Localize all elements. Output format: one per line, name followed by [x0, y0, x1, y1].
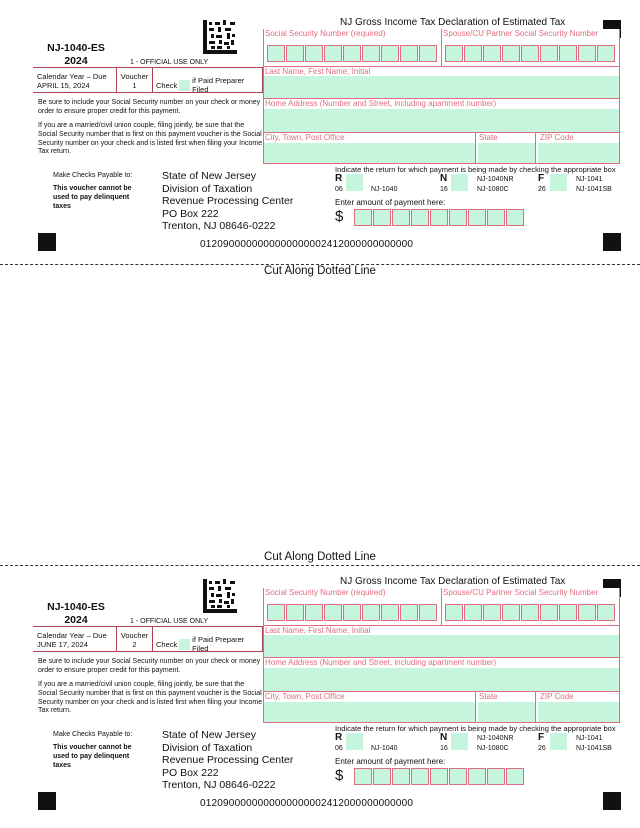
- return-code: 06: [335, 186, 343, 193]
- check-label: Check: [156, 80, 178, 90]
- return-checkbox-n[interactable]: [451, 733, 468, 750]
- home-address-input[interactable]: [264, 109, 619, 132]
- digit-box[interactable]: [392, 768, 410, 785]
- mailing-address: [162, 729, 293, 792]
- return-type-instruction: Indicate the return for which payment is being made by checking the appropriate box: [335, 724, 616, 733]
- return-code: 16: [440, 745, 448, 752]
- return-letter-f: F: [538, 173, 545, 184]
- enter-amount-label: Enter amount of payment here:: [335, 757, 446, 766]
- delinquent-notice: This voucher cannot be used to pay delinquent taxes: [53, 744, 132, 769]
- address-line: Trenton, NJ 08646-0222: [162, 220, 276, 232]
- digit-box[interactable]: [381, 45, 399, 62]
- address-line: Division of Taxation: [162, 182, 253, 195]
- state-label: State: [479, 692, 498, 701]
- return-code: 26: [538, 745, 546, 752]
- name-field: [263, 67, 620, 99]
- cut-label: Cut Along Dotted Line: [264, 265, 376, 277]
- address-line: Trenton, NJ 08646-0222: [162, 779, 276, 791]
- name-input[interactable]: [264, 76, 619, 98]
- digit-box[interactable]: [419, 604, 437, 621]
- voucher-label: Voucher: [120, 72, 149, 81]
- state-field: [475, 692, 535, 723]
- digit-box[interactable]: [362, 604, 380, 621]
- digit-box[interactable]: [521, 45, 539, 62]
- name-field: [263, 626, 620, 658]
- voucher-number-cell: [116, 68, 153, 92]
- cut-label: Cut Along Dotted Line: [264, 551, 376, 563]
- enter-amount-label: Enter amount of payment here:: [335, 198, 446, 207]
- form-number: NJ-1040-ES: [47, 601, 105, 613]
- digit-box[interactable]: [445, 45, 463, 62]
- voucher-number: 2: [132, 640, 137, 649]
- official-use-label: 1 - OFFICIAL USE ONLY: [130, 618, 209, 625]
- return-checkbox-n[interactable]: [451, 174, 468, 191]
- form-year: 2024: [64, 55, 88, 67]
- paid-preparer-label: if Paid Preparer Filed: [192, 76, 245, 94]
- digit-box[interactable]: [487, 209, 505, 226]
- return-form: NJ-1080C: [477, 186, 509, 193]
- return-form: NJ-1040NR: [477, 176, 514, 183]
- payment-amount-boxes[interactable]: [354, 768, 525, 785]
- name-label: Last Name, First Name, Initial: [265, 67, 371, 76]
- ssn-digit-boxes[interactable]: [267, 45, 438, 62]
- dollar-sign: $: [335, 208, 344, 225]
- return-form: NJ-1041: [576, 176, 603, 183]
- return-form: NJ-1041SB: [576, 186, 612, 193]
- city-label: City, Town, Post Office: [265, 133, 345, 142]
- form-year: 2024: [64, 614, 88, 626]
- qr-code-icon: [203, 579, 237, 613]
- return-code: 16: [440, 186, 448, 193]
- zip-label: ZIP Code: [540, 133, 574, 142]
- digit-box[interactable]: [540, 604, 558, 621]
- digit-box[interactable]: [343, 45, 361, 62]
- return-checkbox-r[interactable]: [346, 174, 363, 191]
- zip-input[interactable]: [538, 143, 619, 163]
- return-letter-f: F: [538, 732, 545, 743]
- registration-mark: [603, 792, 621, 810]
- ssn-instruction: Be sure to include your Social Security number on your check or money order to ensure proper credit for this payment.: [38, 658, 261, 674]
- home-address-field: [263, 658, 620, 692]
- address-line: Revenue Processing Center: [162, 195, 294, 207]
- voucher-number-cell: [116, 627, 153, 651]
- return-code: 26: [538, 186, 546, 193]
- home-address-label: Home Address (Number and Street, including apartment number): [265, 99, 497, 108]
- check-label: Check: [156, 639, 178, 649]
- digit-box[interactable]: [373, 209, 391, 226]
- digit-box[interactable]: [449, 209, 467, 226]
- digit-box[interactable]: [430, 209, 448, 226]
- spouse-ssn-field: [441, 588, 620, 626]
- return-checkbox-r[interactable]: [346, 733, 363, 750]
- return-form: NJ-1040: [371, 186, 398, 193]
- return-type-instruction: Indicate the return for which payment is being made by checking the appropriate box: [335, 165, 616, 174]
- digit-box[interactable]: [502, 604, 520, 621]
- digit-box[interactable]: [430, 768, 448, 785]
- zip-input[interactable]: [538, 702, 619, 722]
- digit-box[interactable]: [487, 768, 505, 785]
- address-line: Revenue Processing Center: [162, 754, 294, 766]
- digit-box[interactable]: [468, 768, 486, 785]
- due-date: JUNE 17, 2024: [37, 640, 88, 649]
- ssn-field: [263, 588, 441, 626]
- address-line: State of New Jersey: [162, 729, 256, 741]
- digit-box[interactable]: [540, 45, 558, 62]
- ssn-label: Social Security Number (required): [265, 29, 386, 38]
- return-form: NJ-1040NR: [477, 735, 514, 742]
- return-letter-r: R: [335, 173, 343, 184]
- digit-box[interactable]: [449, 768, 467, 785]
- dollar-sign: $: [335, 767, 344, 784]
- digit-box[interactable]: [354, 209, 372, 226]
- paid-preparer-check: [156, 76, 262, 94]
- address-line: PO Box 222: [162, 207, 219, 220]
- digit-box[interactable]: [597, 604, 615, 621]
- voucher-info-box: [33, 67, 263, 93]
- declaration-title: NJ Gross Income Tax Declaration of Estimated Tax: [340, 576, 566, 587]
- payable-label: Make Checks Payable to:: [53, 172, 133, 179]
- return-form: NJ-1041: [576, 735, 603, 742]
- state-field: [475, 133, 535, 164]
- voucher-2: [0, 559, 640, 824]
- zip-label: ZIP Code: [540, 692, 574, 701]
- digit-box[interactable]: [419, 45, 437, 62]
- address-line: State of New Jersey: [162, 170, 256, 182]
- form-id: [30, 42, 122, 68]
- digit-box[interactable]: [483, 45, 501, 62]
- spouse-ssn-digit-boxes[interactable]: [445, 45, 616, 62]
- qr-code-icon: [203, 20, 237, 54]
- state-input[interactable]: [478, 702, 535, 722]
- digit-box[interactable]: [267, 604, 285, 621]
- digit-box[interactable]: [578, 604, 596, 621]
- calendar-year-due: [37, 72, 107, 90]
- form-id: [30, 601, 122, 627]
- voucher-number: 1: [132, 81, 137, 90]
- state-input[interactable]: [478, 143, 535, 163]
- spouse-ssn-label: Spouse/CU Partner Social Security Number: [443, 29, 599, 38]
- digit-box[interactable]: [305, 604, 323, 621]
- delinquent-notice: This voucher cannot be used to pay delinquent taxes: [53, 185, 132, 210]
- official-use-label: 1 - OFFICIAL USE ONLY: [130, 59, 209, 66]
- paid-preparer-checkbox[interactable]: [179, 639, 190, 650]
- name-input[interactable]: [264, 635, 619, 657]
- payable-label: Make Checks Payable to:: [53, 731, 133, 738]
- scanline: 0120900000000000000002412000000000000: [200, 239, 414, 250]
- digit-box[interactable]: [506, 768, 524, 785]
- digit-box[interactable]: [559, 604, 577, 621]
- digit-box[interactable]: [411, 209, 429, 226]
- digit-box[interactable]: [445, 604, 463, 621]
- return-letter-n: N: [440, 173, 448, 184]
- digit-box[interactable]: [392, 209, 410, 226]
- return-form: NJ-1080C: [477, 745, 509, 752]
- return-checkbox-f[interactable]: [550, 174, 567, 191]
- spouse-ssn-label: Spouse/CU Partner Social Security Number: [443, 588, 599, 597]
- home-address-input[interactable]: [264, 668, 619, 691]
- digit-box[interactable]: [354, 768, 372, 785]
- digit-box[interactable]: [597, 45, 615, 62]
- digit-box[interactable]: [286, 604, 304, 621]
- return-checkbox-f[interactable]: [550, 733, 567, 750]
- home-address-label: Home Address (Number and Street, including apartment number): [265, 658, 497, 667]
- return-code: 06: [335, 745, 343, 752]
- digit-box[interactable]: [324, 45, 342, 62]
- address-line: PO Box 222: [162, 766, 219, 779]
- address-line: Division of Taxation: [162, 741, 253, 754]
- scanline: 0120900000000000000002412000000000000: [200, 798, 414, 809]
- registration-mark: [603, 233, 621, 251]
- digit-box[interactable]: [411, 768, 429, 785]
- digit-box[interactable]: [400, 45, 418, 62]
- digit-box[interactable]: [559, 45, 577, 62]
- declaration-title: NJ Gross Income Tax Declaration of Estimated Tax: [340, 17, 566, 28]
- mailing-address: [162, 170, 293, 233]
- state-label: State: [479, 133, 498, 142]
- name-label: Last Name, First Name, Initial: [265, 626, 371, 635]
- digit-box[interactable]: [305, 45, 323, 62]
- voucher-label: Voucher: [120, 631, 149, 640]
- voucher-1: [0, 0, 640, 265]
- digit-box[interactable]: [381, 604, 399, 621]
- paid-preparer-checkbox[interactable]: [179, 80, 190, 91]
- digit-box[interactable]: [464, 604, 482, 621]
- zip-field: [535, 692, 620, 723]
- digit-box[interactable]: [267, 45, 285, 62]
- ssn-label: Social Security Number (required): [265, 588, 386, 597]
- zip-field: [535, 133, 620, 164]
- joint-filing-instruction: If you are a married/civil union couple, filing jointly, be sure that the Social Security number that is first on this payment voucher is the Social Security number on your check and is listed first when filing your Income Tax return.: [38, 122, 263, 156]
- return-form: NJ-1041SB: [576, 745, 612, 752]
- digit-box[interactable]: [373, 768, 391, 785]
- return-letter-r: R: [335, 732, 343, 743]
- form-number: NJ-1040-ES: [47, 42, 105, 54]
- spouse-ssn-digit-boxes[interactable]: [445, 604, 616, 621]
- joint-filing-instruction: If you are a married/civil union couple, filing jointly, be sure that the Social Security number that is first on this payment voucher is the Social Security number on your check and is listed first when filing your Income Tax return.: [38, 681, 263, 715]
- payment-amount-boxes[interactable]: [354, 209, 525, 226]
- voucher-info-box: [33, 626, 263, 652]
- calendar-label: Calendar Year – Due: [37, 631, 107, 640]
- digit-box[interactable]: [464, 45, 482, 62]
- calendar-year-due: [37, 631, 107, 649]
- digit-box[interactable]: [578, 45, 596, 62]
- registration-mark: [38, 792, 56, 810]
- city-input[interactable]: [264, 143, 475, 163]
- due-date: APRIL 15, 2024: [37, 81, 90, 90]
- city-field: [263, 133, 475, 164]
- ssn-field: [263, 29, 441, 67]
- calendar-label: Calendar Year – Due: [37, 72, 107, 81]
- registration-mark: [38, 233, 56, 251]
- digit-box[interactable]: [483, 604, 501, 621]
- paid-preparer-label: if Paid Preparer Filed: [192, 635, 245, 653]
- digit-box[interactable]: [506, 209, 524, 226]
- digit-box[interactable]: [324, 604, 342, 621]
- paid-preparer-check: [156, 635, 262, 653]
- digit-box[interactable]: [362, 45, 380, 62]
- digit-box[interactable]: [521, 604, 539, 621]
- city-field: [263, 692, 475, 723]
- home-address-field: [263, 99, 620, 133]
- ssn-digit-boxes[interactable]: [267, 604, 438, 621]
- city-label: City, Town, Post Office: [265, 692, 345, 701]
- digit-box[interactable]: [343, 604, 361, 621]
- digit-box[interactable]: [286, 45, 304, 62]
- digit-box[interactable]: [502, 45, 520, 62]
- city-input[interactable]: [264, 702, 475, 722]
- spouse-ssn-field: [441, 29, 620, 67]
- return-form: NJ-1040: [371, 745, 398, 752]
- digit-box[interactable]: [400, 604, 418, 621]
- ssn-instruction: Be sure to include your Social Security number on your check or money order to ensure proper credit for this payment.: [38, 99, 261, 115]
- return-letter-n: N: [440, 732, 448, 743]
- digit-box[interactable]: [468, 209, 486, 226]
